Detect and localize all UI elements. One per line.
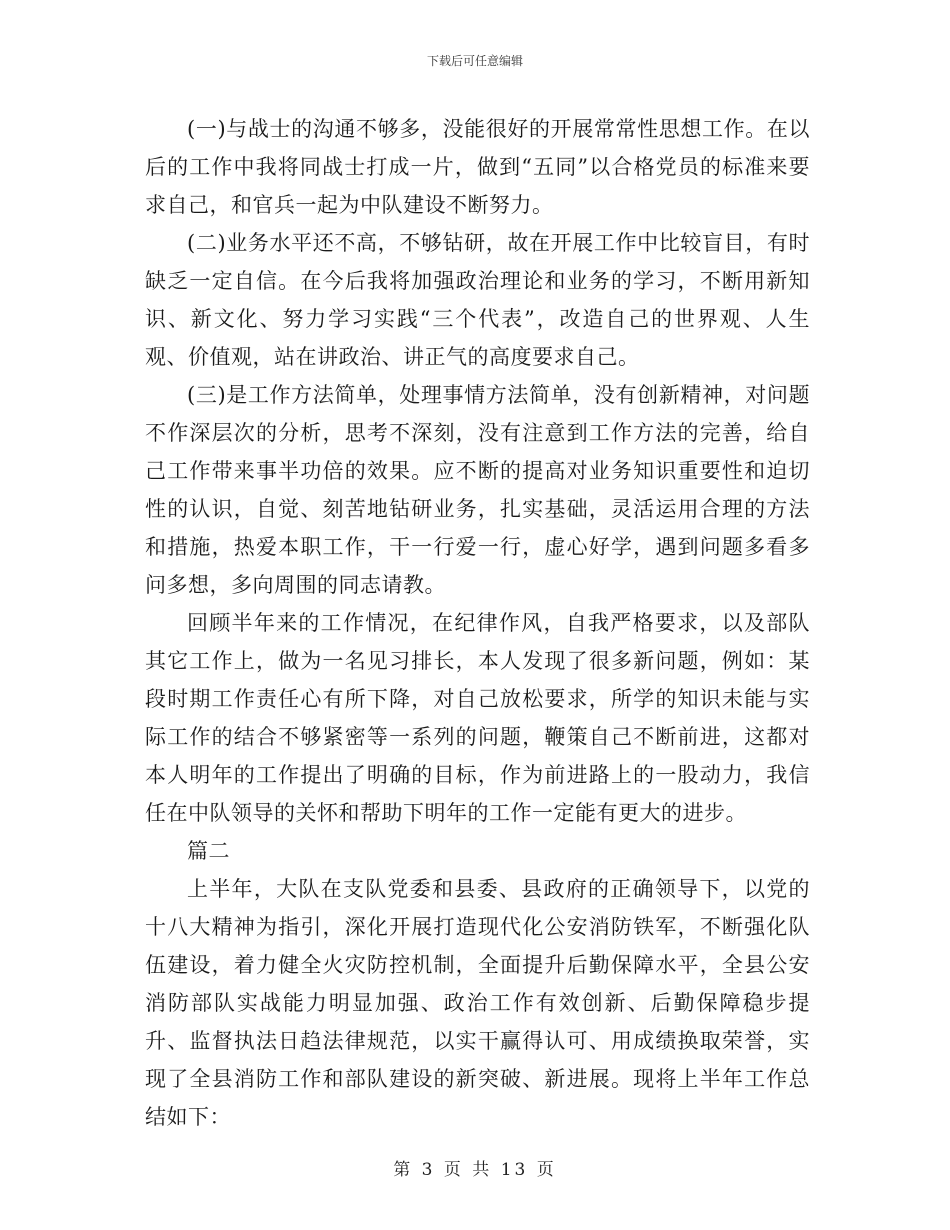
paragraph-1: (一)与战士的沟通不够多，没能很好的开展常常性思想工作。在以后的工作中我将同战士打成一片，做到“五同”以合格党员的标准来要求自己，和官兵一起为中队建设不断努力。 — [145, 117, 810, 217]
paragraph-2: (二)业务水平还不高，不够钻研，故在开展工作中比较盲目，有时缺乏一定自信。在今后我将加强政治理论和业务的学习，不断用新知识、新文化、努力学习实践“三个代表”，改造自己的世界观、人生观、价值观，站在讲政治、讲正气的高度要求自己。 — [145, 231, 810, 369]
section-heading: 篇二 — [187, 839, 230, 863]
page-number: 第 3 页 共 13 页 — [393, 1160, 557, 1180]
document-body — [145, 110, 810, 1136]
header-note: 下载后可任意编辑 — [426, 54, 523, 68]
paragraph-3: (三)是工作方法简单，处理事情方法简单，没有创新精神，对问题不作深层次的分析，思考不深刻，没有注意到工作方法的完善，给自己工作带来事半功倍的效果。应不断的提高对业务知识重要性和迫切性的认识，自觉、刻苦地钻研业务，扎实基础，灵活运用合理的方法和措施，热爱本职工作，干一行爱一行，虚心好学，遇到问题多看多问多想，多向周围的同志请教。 — [145, 383, 810, 597]
paragraph-5: 上半年，大队在支队党委和县委、县政府的正确领导下，以党的十八大精神为指引，深化开展打造现代化公安消防铁军，不断强化队伍建设，着力健全火灾防控机制，全面提升后勤保障水平，全县公安消防部队实战能力明显加强、政治工作有效创新、后勤保障稳步提升、监督执法日趋法律规范，以实干赢得认可、用成绩换取荣誉，实现了全县消防工作和部队建设的新突破、新进展。现将上半年工作总结如下： — [145, 877, 810, 1129]
paragraph-4: 回顾半年来的工作情况，在纪律作风，自我严格要求，以及部队其它工作上，做为一名见习排长，本人发现了很多新问题，例如：某段时期工作责任心有所下降，对自己放松要求，所学的知识未能与实际工作的结合不够紧密等一系列的问题，鞭策自己不断前进，这都对本人明年的工作提出了明确的目标，作为前进路上的一股动力，我信任在中队领导的关怀和帮助下明年的工作一定能有更大的进步。 — [145, 611, 810, 825]
